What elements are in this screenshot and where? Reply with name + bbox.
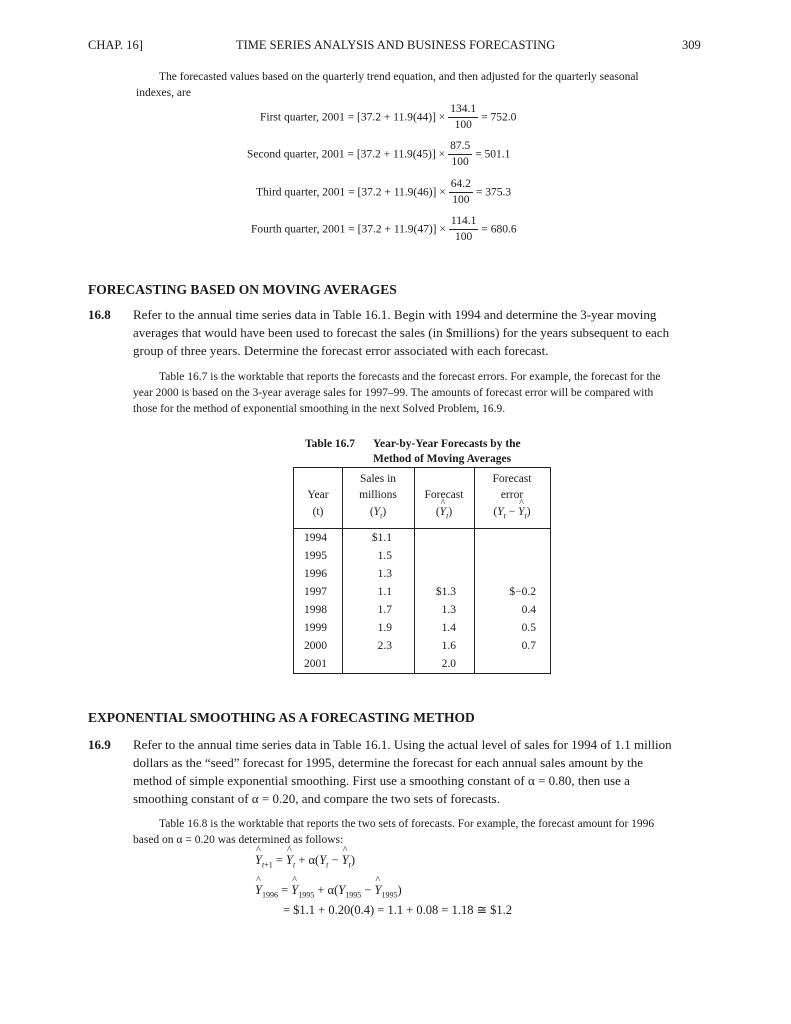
table-caption-line-2: Method of Moving Averages — [373, 453, 512, 465]
problem-16-9-line-4: smoothing constant of α = 0.20, and compare the two sets of forecasts. — [133, 791, 500, 806]
intro-line-2: indexes, are — [136, 87, 191, 99]
table-row: 1998 — [304, 604, 327, 616]
section-heading-exponential-smoothing: EXPONENTIAL SMOOTHING AS A FORECASTING METHOD — [88, 710, 475, 725]
table-row: 1999 — [304, 622, 327, 634]
cell-sales: 1.5 — [377, 550, 392, 562]
cell-error: 0.7 — [521, 640, 536, 652]
formula-1996-result: = $1.1 + 0.20(0.4) = 1.1 + 0.08 = 1.18 ≅ $1.2 — [283, 903, 513, 917]
table-row: 1996 — [304, 568, 327, 580]
problem-number-16-8: 16.8 — [88, 307, 111, 322]
cell-sales: 1.7 — [377, 604, 392, 616]
solution-16-9-line-2: based on α = 0.20 was determined as follows: — [133, 834, 344, 846]
cell-forecast: $1.3 — [435, 586, 456, 598]
problem-16-9-line-2: dollars as the “seed” forecast for 1995, determine the forecast for each annual sales amount by the — [133, 755, 644, 770]
header-error-symbol: ($Y_t$ − ^ $Y_t$) — [474, 504, 550, 524]
cell-forecast: 1.3 — [441, 604, 456, 616]
equation-fourth-quarter: Fourth quarter, 2001 = [37.2 + 11.9(47)] × $\frac{114.1}{100}$ = 680.6 — [251, 215, 517, 243]
solution-16-8-line-3: those for the method of exponential smoothing in the next Solved Problem, 16.9. — [133, 403, 506, 415]
cell-forecast: 1.4 — [441, 622, 456, 634]
table-caption-label: Table 16.7 — [305, 438, 356, 450]
header-error-line-1: Forecast — [492, 473, 532, 485]
section-heading-moving-averages: FORECASTING BASED ON MOVING AVERAGES — [88, 282, 397, 297]
header-sales-line-1: Sales in — [359, 473, 397, 485]
equation-second-quarter: Second quarter, 2001 = [37.2 + 11.9(45)] × $\frac{87.5}{100}$ = 501.1 — [247, 140, 511, 168]
problem-16-8-line-1: Refer to the annual time series data in Table 16.1. Begin with 1994 and determine the 3-year moving — [133, 307, 657, 322]
problem-16-8-line-2: averages that would have been used to forecast the sales (in $millions) for the years subsequent to each — [133, 325, 670, 340]
chapter-label: CHAP. 16] — [88, 38, 143, 52]
table-16-7 — [293, 467, 551, 674]
header-error-line-2: error — [500, 489, 524, 501]
formula-exponential-smoothing: ^ $Y_{t+1}$ = ^ $Y_t + \alpha(Y_t$ − ^ $Y_t$) — [255, 853, 355, 870]
formula-1996-forecast: ^ $Y_{1996}$ = ^ $Y_{1995} + \alpha(Y_{1995}$ − ^ $Y_{1995}$) — [255, 883, 402, 900]
page-number: 309 — [682, 38, 701, 52]
problem-16-9-line-1: Refer to the annual time series data in Table 16.1. Using the actual level of sales for 1994 of 1.1 million — [133, 737, 672, 752]
problem-16-8-line-3: group of three years. Determine the forecast error associated with each forecast. — [133, 343, 549, 358]
table-header-divider — [294, 528, 550, 529]
equation-first-quarter: First quarter, 2001 = [37.2 + 11.9(44)] × $\frac{134.1}{100}$ = 752.0 — [260, 103, 517, 131]
problem-16-9-line-3: method of simple exponential smoothing. First use a smoothing constant of α = 0.80, then use a — [133, 773, 630, 788]
table-row: 1995 — [304, 550, 327, 562]
header-sales-line-2: millions — [359, 489, 397, 501]
header-year: Year — [307, 489, 329, 501]
solution-16-9-line-1: Table 16.8 is the worktable that reports the two sets of forecasts. For example, the forecast amount for 1996 — [159, 818, 655, 830]
cell-sales: $1.1 — [371, 532, 392, 544]
cell-sales: 1.9 — [377, 622, 392, 634]
problem-number-16-9: 16.9 — [88, 737, 111, 752]
cell-sales: 2.3 — [377, 640, 392, 652]
header-year-symbol: (t) — [312, 506, 324, 518]
solution-16-8-line-2: year 2000 is based on the 3-year average sales for 1997–99. The amounts of forecast error will be compared with — [133, 387, 654, 399]
table-row: 2001 — [304, 658, 327, 670]
header-sales-symbol: $(Y_t)$ — [369, 506, 387, 521]
table-row: 1997 — [304, 586, 327, 598]
table-caption-line-1: Year-by-Year Forecasts by the — [373, 438, 521, 450]
cell-error: 0.5 — [521, 622, 536, 634]
equation-third-quarter: Third quarter, 2001 = [37.2 + 11.9(46)] × $\frac{64.2}{100}$ = 375.3 — [256, 178, 512, 206]
cell-forecast: 2.0 — [441, 658, 456, 670]
table-row: 1994 — [304, 532, 327, 544]
header-forecast: Forecast — [424, 489, 464, 501]
table-row: 2000 — [304, 640, 327, 652]
header-forecast-symbol: (^ $Y_t$) — [414, 504, 474, 524]
cell-sales: 1.1 — [377, 586, 392, 598]
cell-forecast: 1.6 — [441, 640, 456, 652]
solution-16-8-line-1: Table 16.7 is the worktable that reports the forecasts and the forecast errors. For example, the forecast for the — [159, 371, 661, 383]
running-title: TIME SERIES ANALYSIS AND BUSINESS FORECASTING — [236, 38, 556, 52]
cell-sales: 1.3 — [377, 568, 392, 580]
cell-error: $−0.2 — [509, 586, 536, 598]
cell-error: 0.4 — [521, 604, 536, 616]
intro-line-1: The forecasted values based on the quarterly trend equation, and then adjusted for the quarterly seasonal — [159, 71, 639, 83]
